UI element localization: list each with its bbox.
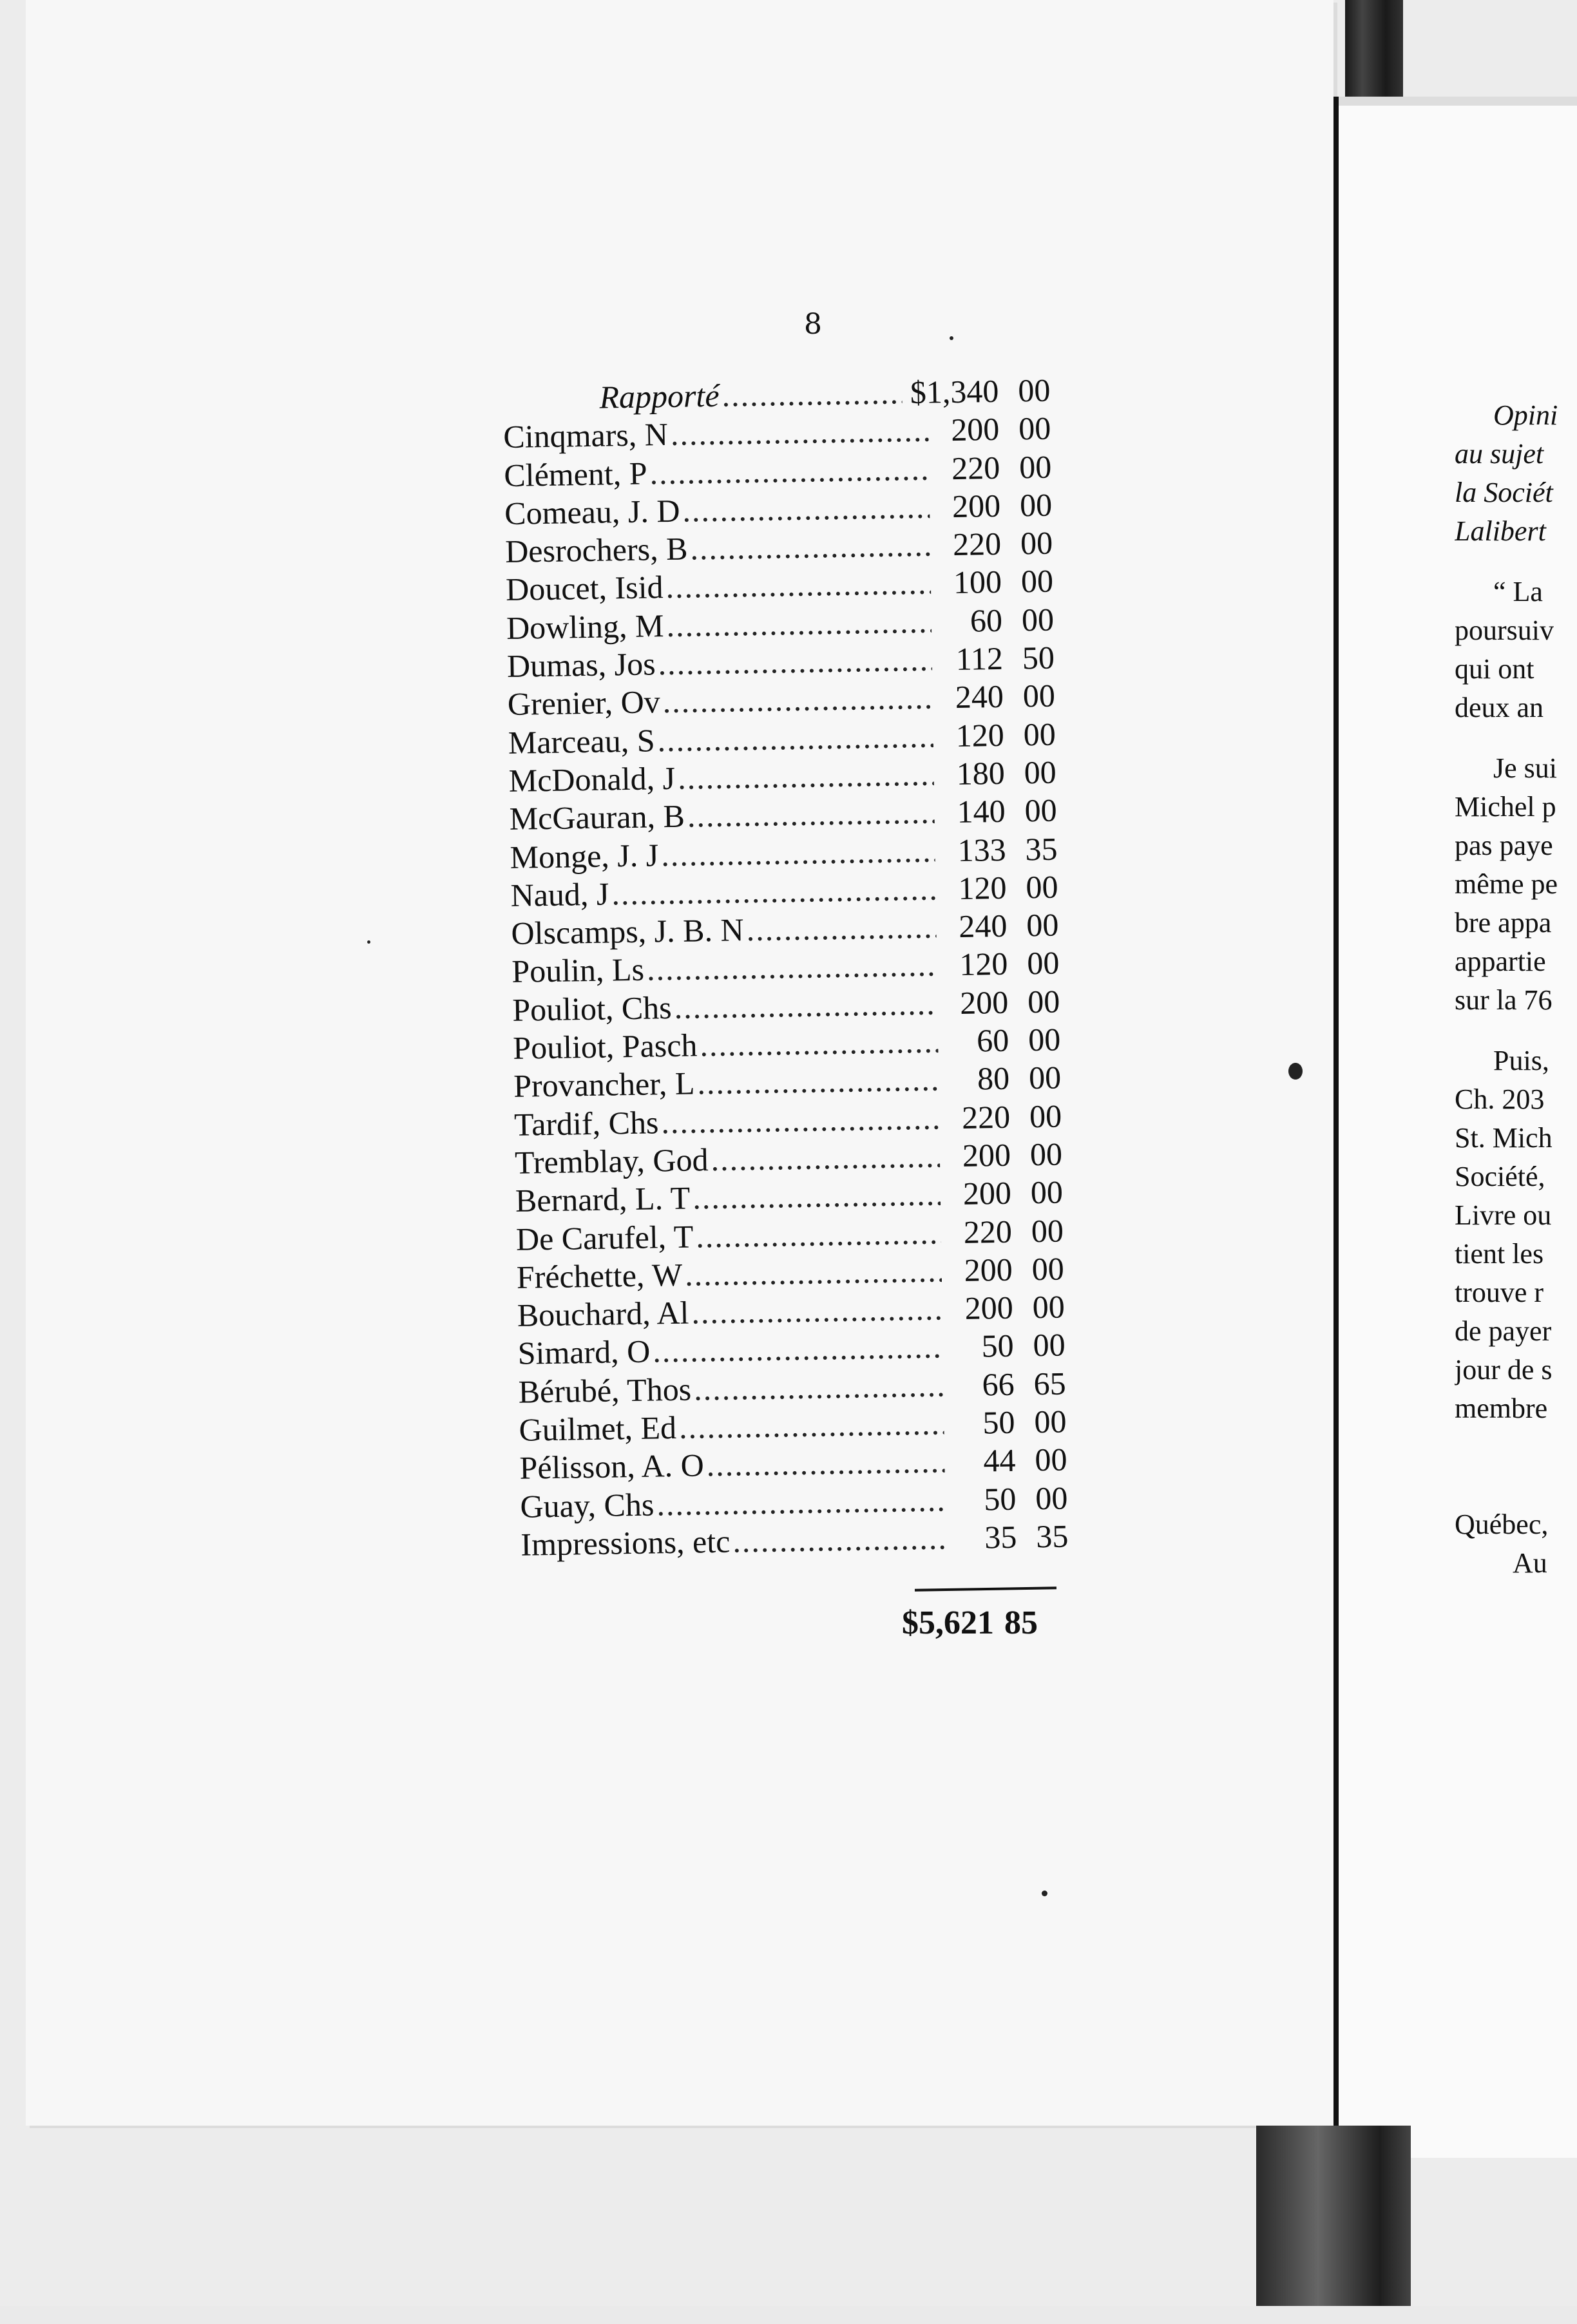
- amount-dollars: 60: [970, 602, 1003, 639]
- member-name: Naud, J: [510, 875, 609, 913]
- right-page-closing: [1455, 1505, 1577, 1583]
- ledger-total: [902, 1604, 1038, 1642]
- amount-cents: 00: [1034, 1403, 1067, 1440]
- ledger-name-cell: [504, 450, 930, 495]
- amount-dollars: 200: [964, 1289, 1014, 1327]
- ledger-name-cell: [508, 717, 933, 762]
- dot-leader: [679, 1404, 944, 1447]
- amount-dollars: 50: [981, 1328, 1015, 1364]
- amount-cents: 00: [1022, 677, 1056, 714]
- member-name: Bernard, L. T: [515, 1179, 691, 1219]
- amount-cents: 00: [1020, 524, 1053, 562]
- ledger-name-cell: [510, 832, 935, 877]
- ledger-name-cell: [504, 488, 930, 533]
- ledger-name-cell: [511, 908, 937, 953]
- ledger-name-cell: [502, 374, 903, 418]
- amount-dollars: 100: [953, 564, 1002, 601]
- ledger-name-cell: [515, 1176, 941, 1221]
- amount-cents: 00: [1019, 486, 1053, 524]
- dot-leader: [665, 564, 931, 607]
- amount-dollars: 44: [983, 1442, 1016, 1479]
- ledger-name-cell: [515, 1137, 941, 1182]
- dot-leader: [678, 756, 935, 798]
- amount-dollars: 220: [963, 1213, 1013, 1250]
- ledger-name-cell: [516, 1252, 942, 1297]
- text-line: St. Mich: [1455, 1122, 1553, 1154]
- member-name: Poulin, Ls: [511, 951, 645, 990]
- dot-leader: [722, 374, 903, 415]
- amount-dollars: 200: [962, 1136, 1011, 1174]
- member-name: Monge, J. J: [510, 836, 659, 875]
- text-line: Livre ou: [1455, 1199, 1552, 1231]
- amount-cents: 00: [1029, 1098, 1062, 1134]
- amount-dollars: 120: [959, 946, 1008, 983]
- ledger-name-cell: [507, 641, 933, 686]
- dot-leader: [647, 946, 937, 989]
- total-cents: 85: [1004, 1605, 1038, 1641]
- amount-cents: 00: [1024, 754, 1057, 791]
- member-name: Pélisson, A. O: [519, 1447, 705, 1487]
- ledger-name-cell: [520, 1481, 946, 1526]
- amount-cents: 00: [1026, 944, 1060, 982]
- dot-leader: [649, 450, 930, 492]
- dot-leader: [666, 602, 932, 645]
- ledger-name-cell: [521, 1519, 946, 1564]
- ledger-name-cell: [510, 870, 936, 915]
- amount-dollars: 120: [958, 869, 1007, 906]
- amount-dollars: 200: [959, 984, 1009, 1021]
- member-name: Cinqmars, N: [502, 416, 669, 455]
- amount-cents: 00: [1034, 1441, 1067, 1478]
- dot-leader: [746, 908, 937, 949]
- dot-leader: [711, 1137, 940, 1179]
- right-page-paragraph-1: [1455, 573, 1577, 727]
- amount-cents: 00: [1021, 601, 1055, 638]
- amount-dollars: 220: [951, 449, 1000, 486]
- amount-cents: 00: [1023, 716, 1056, 753]
- amount-cents: 00: [1026, 868, 1058, 906]
- dot-leader: [657, 717, 933, 759]
- text-line: Puis,: [1493, 1045, 1549, 1076]
- ledger-name-cell: [509, 794, 935, 839]
- text-line: Lalibert: [1455, 515, 1546, 547]
- ledger-rows: [503, 409, 1114, 1564]
- dot-leader: [656, 1481, 946, 1523]
- amount-dollars: 220: [952, 526, 1002, 563]
- amount-dollars: 133: [957, 831, 1006, 868]
- member-name: Fréchette, W: [516, 1256, 683, 1295]
- ledger-name-cell: [519, 1404, 944, 1449]
- dot-leader: [706, 1443, 945, 1485]
- ink-speck: [950, 336, 953, 340]
- dot-leader: [611, 870, 936, 913]
- ledger-name-cell: [503, 412, 929, 457]
- ledger-name-cell: [517, 1290, 942, 1335]
- ink-speck: [1042, 1891, 1047, 1896]
- amount-dollars: 50: [983, 1480, 1017, 1518]
- member-name: Bérubé, Thos: [518, 1371, 692, 1410]
- page-number: 8: [804, 308, 822, 341]
- text-line: Michel p: [1455, 791, 1556, 823]
- dot-leader: [697, 1061, 939, 1103]
- amount-cents: 00: [1027, 983, 1060, 1020]
- right-page-text: [1455, 396, 1577, 1583]
- amount-dollars: 240: [958, 907, 1008, 945]
- dot-leader: [690, 526, 931, 568]
- ledger-name-cell: [506, 564, 932, 609]
- member-name: Guay, Chs: [520, 1486, 655, 1525]
- amount-dollars: 200: [950, 411, 1000, 448]
- dot-leader: [653, 1328, 943, 1371]
- amount-dollars: 60: [976, 1022, 1009, 1059]
- amount-dollars: 200: [951, 487, 1001, 524]
- ledger-name-cell: [512, 984, 938, 1029]
- ink-speck: [1288, 1063, 1303, 1080]
- right-page-heading: [1455, 396, 1577, 551]
- dot-leader: [670, 412, 928, 454]
- amount-dollars: 112: [955, 640, 1004, 678]
- amount-cents: 00: [1020, 563, 1054, 600]
- member-name: Grenier, Ov: [507, 683, 661, 723]
- ledger-name-cell: [507, 679, 933, 724]
- member-name: Clément, P: [503, 455, 647, 493]
- member-name: Desrochers, B: [504, 530, 688, 570]
- ledger-name-cell: [514, 1099, 940, 1144]
- amount-cents: 50: [1022, 639, 1055, 676]
- text-line: deux an: [1455, 692, 1544, 723]
- text-line: Ch. 203: [1455, 1083, 1545, 1115]
- dot-leader: [687, 794, 935, 835]
- dot-leader: [694, 1366, 944, 1408]
- dot-leader: [658, 641, 932, 683]
- text-line: tient les: [1455, 1238, 1544, 1270]
- ledger-name-cell: [517, 1328, 943, 1373]
- amount-cents: 00: [1033, 1326, 1066, 1364]
- ledger-name-cell: [513, 1061, 939, 1106]
- text-line: Québec,: [1455, 1509, 1549, 1540]
- dot-leader: [661, 1099, 940, 1141]
- member-name: Bouchard, Al: [517, 1294, 689, 1333]
- amount-dollars: 200: [962, 1174, 1012, 1212]
- amount-dollars: 66: [982, 1366, 1015, 1403]
- ledger-name-cell: [513, 1023, 939, 1068]
- book-binding-bottom: [1256, 2126, 1411, 2324]
- member-name: Olscamps, J. B. N: [511, 911, 744, 952]
- dot-leader: [693, 1176, 941, 1217]
- ledger-name-cell: [508, 756, 934, 801]
- member-name: McGauran, B: [509, 797, 685, 837]
- dot-leader: [700, 1023, 939, 1065]
- carried-forward-dollars: $1,340: [910, 372, 999, 411]
- amount-dollars: 50: [982, 1404, 1015, 1441]
- text-line: qui ont: [1455, 653, 1534, 685]
- text-line: la Sociét: [1455, 477, 1553, 508]
- amount-cents: 00: [1030, 1174, 1064, 1211]
- scan-bottom-edge: [0, 2306, 1577, 2324]
- right-page-paragraph-3: [1455, 1042, 1577, 1428]
- text-line: appartie: [1455, 946, 1546, 977]
- dot-leader: [696, 1214, 942, 1255]
- text-line: jour de s: [1455, 1354, 1553, 1386]
- amount-cents: 35: [1025, 830, 1058, 867]
- total-dollars: $5,621: [902, 1605, 994, 1641]
- member-name: Doucet, Isid: [505, 569, 664, 608]
- amount-cents: 00: [1032, 1288, 1066, 1326]
- page-edge-shadow: [1339, 97, 1577, 106]
- amount-dollars: 180: [956, 754, 1006, 792]
- amount-dollars: 140: [957, 793, 1006, 830]
- dot-leader: [682, 488, 930, 530]
- ledger-name-cell: [511, 946, 937, 991]
- text-line: au sujet: [1455, 438, 1544, 470]
- amount-cents: 00: [1035, 1480, 1068, 1516]
- amount-dollars: 35: [984, 1518, 1017, 1556]
- amount-cents: 35: [1035, 1518, 1069, 1555]
- ledger-table: [502, 371, 1114, 1564]
- member-name: Marceau, S: [508, 722, 655, 761]
- member-name: Dumas, Jos: [506, 645, 656, 685]
- amount-dollars: 240: [955, 678, 1004, 716]
- amount-dollars: 120: [955, 716, 1005, 754]
- amount-cents: 00: [1026, 906, 1059, 944]
- text-line: membre: [1455, 1393, 1548, 1424]
- member-name: Comeau, J. D: [504, 492, 680, 531]
- text-line: poursuiv: [1455, 614, 1554, 646]
- amount-cents: 65: [1033, 1365, 1067, 1402]
- member-name: Tremblay, God: [514, 1141, 709, 1181]
- member-name: Guilmet, Ed: [519, 1409, 677, 1448]
- amount-cents: 00: [1031, 1250, 1065, 1288]
- amount-dollars: 80: [977, 1060, 1010, 1097]
- text-line: même pe: [1455, 868, 1558, 900]
- ink-speck: [367, 940, 370, 944]
- amount-dollars: 200: [964, 1251, 1013, 1288]
- text-line: Opini: [1493, 399, 1558, 431]
- amount-cents: 00: [1018, 410, 1051, 447]
- member-name: Pouliot, Chs: [511, 989, 673, 1028]
- member-name: Dowling, M: [506, 607, 664, 646]
- text-line: de payer: [1455, 1315, 1552, 1347]
- carried-forward-label: Rapporté: [598, 377, 720, 415]
- text-line: trouve r: [1455, 1277, 1544, 1308]
- dot-leader: [662, 679, 933, 721]
- text-line: bre appa: [1455, 907, 1552, 938]
- amount-cents: 00: [1031, 1212, 1064, 1249]
- ledger-name-cell: [515, 1214, 941, 1259]
- text-line: “ La: [1493, 576, 1543, 607]
- amount-cents: 00: [1018, 448, 1052, 486]
- member-name: De Carufel, T: [515, 1218, 694, 1257]
- ledger-name-cell: [518, 1366, 944, 1411]
- carried-forward-cents: 00: [1017, 372, 1051, 409]
- dot-leader: [732, 1519, 946, 1560]
- amount-cents: 00: [1024, 792, 1058, 829]
- ledger-name-cell: [506, 602, 932, 647]
- ledger-name-cell: [519, 1443, 945, 1488]
- text-line: pas paye: [1455, 830, 1553, 861]
- text-line: sur la 76: [1455, 984, 1553, 1016]
- dot-leader: [674, 984, 938, 1027]
- member-name: Tardif, Chs: [513, 1103, 659, 1143]
- amount-cents: 00: [1028, 1059, 1062, 1096]
- dot-leader: [685, 1252, 942, 1294]
- text-line: Société,: [1455, 1161, 1545, 1192]
- amount-dollars: 220: [961, 1098, 1011, 1136]
- member-name: McDonald, J: [508, 759, 676, 799]
- dot-leader: [661, 832, 935, 874]
- amount-cents: 00: [1029, 1136, 1063, 1173]
- amount-cents: 00: [1027, 1021, 1061, 1058]
- member-name: Pouliot, Pasch: [512, 1027, 698, 1066]
- dot-leader: [691, 1290, 942, 1332]
- ledger-name-cell: [505, 526, 931, 571]
- right-page-paragraph-2: [1455, 749, 1577, 1020]
- member-name: Simard, O: [517, 1333, 651, 1372]
- text-line: Au: [1513, 1547, 1547, 1579]
- member-name: Provancher, L: [513, 1065, 695, 1105]
- member-name: Impressions, etc: [520, 1523, 731, 1563]
- text-line: Je sui: [1493, 752, 1557, 784]
